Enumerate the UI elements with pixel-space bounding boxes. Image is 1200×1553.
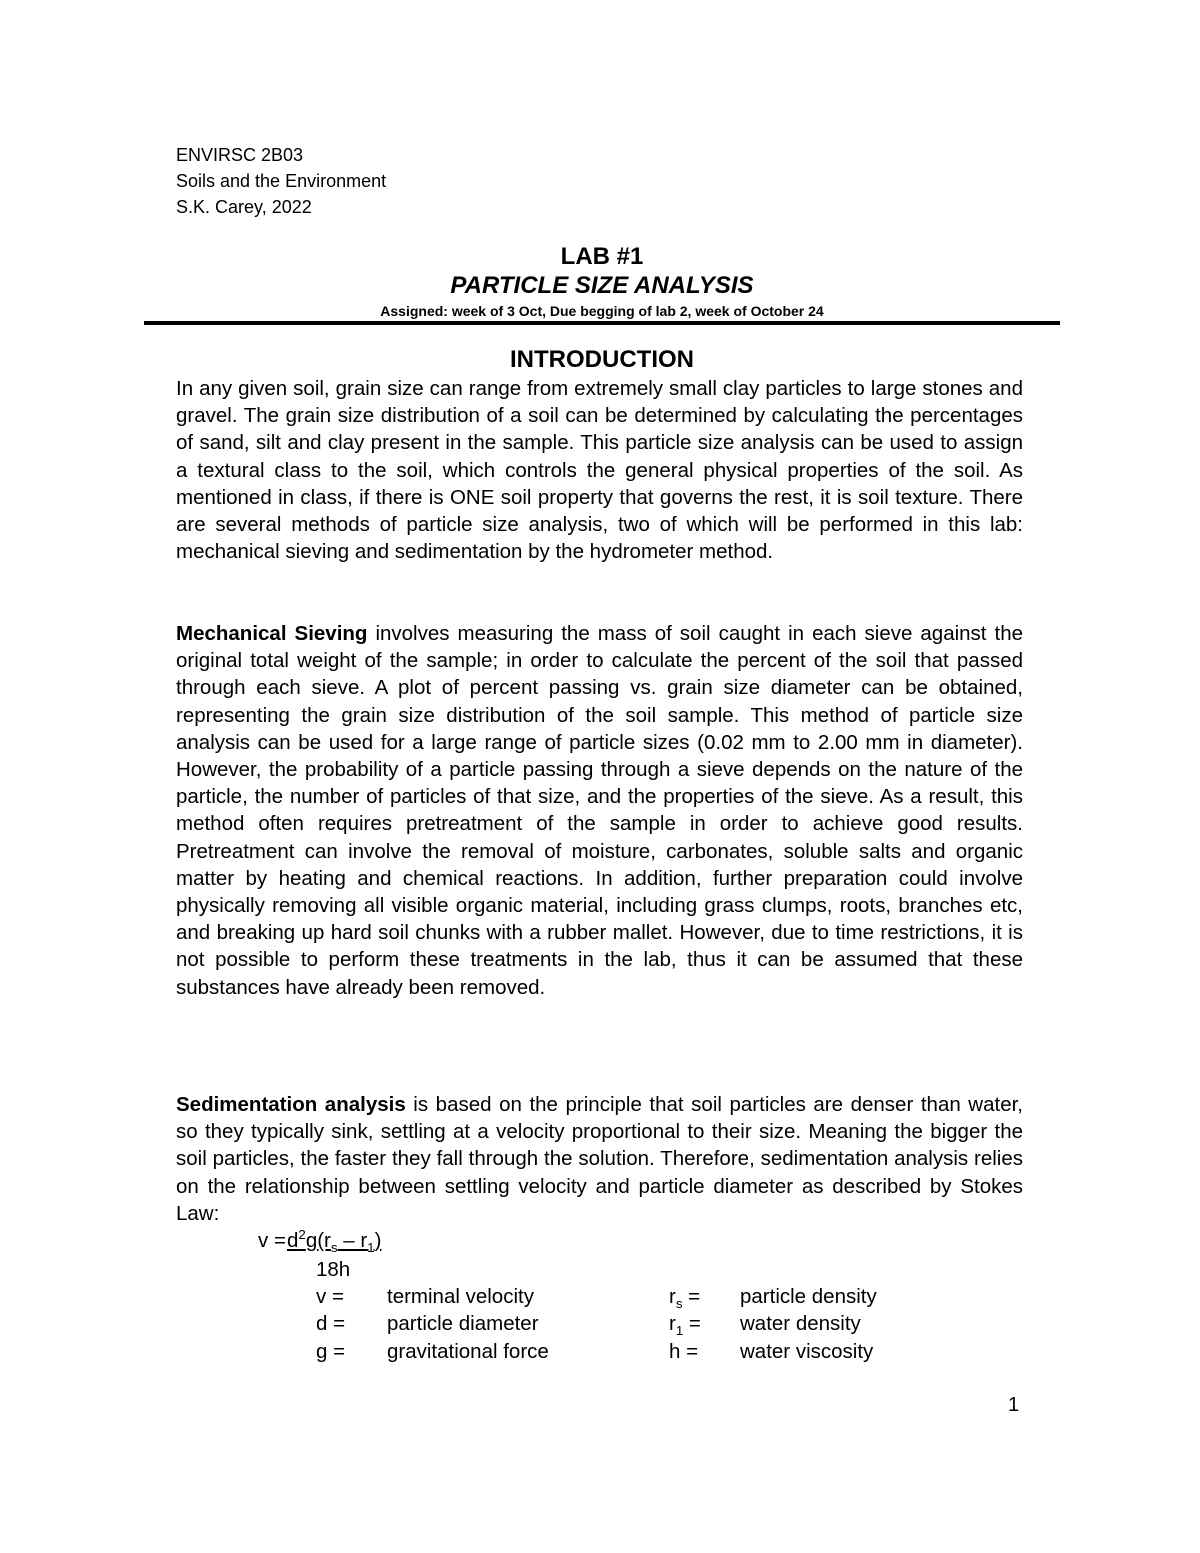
var-symbol-r1: $r_1$ =	[669, 1312, 701, 1339]
var-meaning-g: gravitational force	[387, 1340, 549, 1363]
sedimentation-paragraph	[176, 1091, 1023, 1227]
page-number: 1	[1008, 1394, 1020, 1416]
formula-numerator: $d^2g(r_s - r_1)$	[287, 1227, 382, 1256]
sedimentation-text: is based on the principle that soil particles are denser than water, so they typically sink, settling at a velocity proportional to their size. Meaning the bigger the soil particles, the faster they fall through the solution. Therefore, sedimentation analysis relies on the relationship between settling velocity and particle diameter as described by Stokes Law:	[176, 1093, 1024, 1225]
var-meaning-h: water viscosity	[740, 1340, 874, 1363]
intro-paragraph	[176, 375, 1023, 565]
introduction-heading: INTRODUCTION	[510, 346, 694, 373]
var-symbol-d: d =	[316, 1312, 346, 1335]
assigned-line: Assigned: week of 3 Oct, Due begging of lab 2, week of October 24	[380, 303, 824, 319]
sieving-text: involves measuring the mass of soil caught in each sieve against the original total weight of the sample; in order to calculate the percent of the soil that passed through each sieve. A plot of percent passing vs. grain size diameter can be obtained, representing the grain size distribution of the soil sample. This method of particle size analysis can be used for a large range of particle sizes (0.02 mm to 2.00 mm in diameter). However, the probability of a particle passing through a sieve depends on the nature of the particle, the number of particles of that size, and the properties of the sieve. As a result, this method often requires pretreatment of the sample in order to achieve good results. Pretreatment can involve the removal of moisture, carbonates, soluble salts and organic matter by heating and chemical reactions. In addition, further preparation could involve physically removing all visible organic material, including grass clumps, roots, branches etc, and breaking up hard soil chunks with a rubber mallet. However, due to time restrictions, it is not possible to perform these treatments in the lab, thus it can be assumed that these substances have already been removed.	[176, 622, 1024, 999]
formula-lhs: v =	[258, 1229, 286, 1252]
lab-title: LAB #1	[560, 243, 644, 270]
title-divider	[144, 321, 1060, 325]
var-symbol-h: h =	[669, 1340, 699, 1363]
var-symbol-g: g =	[316, 1340, 346, 1363]
var-meaning-d: particle diameter	[387, 1312, 539, 1335]
var-meaning-rs: particle density	[740, 1285, 877, 1308]
var-symbol-rs: $r_s$ =	[669, 1285, 701, 1312]
lab-subject: PARTICLE SIZE ANALYSIS	[450, 272, 754, 299]
course-code: ENVIRSC 2B03	[176, 145, 304, 165]
intro-paragraph-text: In any given soil, grain size can range from extremely small clay particles to large stones and gravel. The grain size distribution of a soil can be determined by calculating the percentages of sand, silt and clay present in the sample. This particle size analysis can be used to assign a textural class to the soil, which controls the general physical properties of the soil. As mentioned in class, if there is ONE soil property that governs the rest, it is soil texture. There are several methods of particle size analysis, two of which will be performed in this lab: mechanical sieving and sedimentation by the hydrometer method.	[176, 377, 1023, 564]
var-meaning-r1: water density	[740, 1312, 861, 1335]
formula-denominator: 18h	[316, 1258, 351, 1281]
sedimentation-lead: Sedimentation analysis	[176, 1093, 406, 1116]
author-line: S.K. Carey, 2022	[176, 197, 312, 217]
course-name: Soils and the Environment	[176, 171, 387, 191]
var-symbol-v: v =	[316, 1285, 344, 1308]
sieving-paragraph	[176, 620, 1023, 1001]
sieving-lead: Mechanical Sieving	[176, 622, 368, 645]
var-meaning-v: terminal velocity	[387, 1285, 534, 1308]
